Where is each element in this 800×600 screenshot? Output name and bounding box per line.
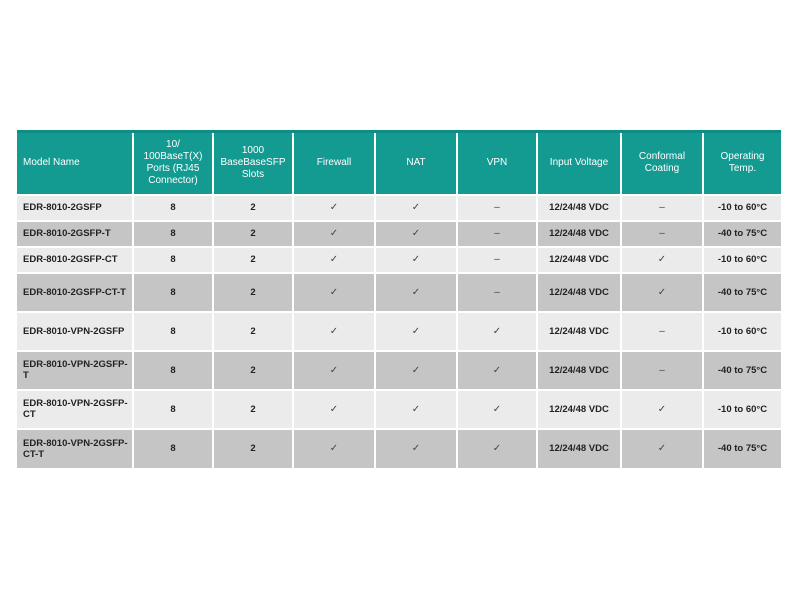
header-sfp-slots: 1000 BaseBaseSFP Slots [213,132,293,195]
cell-vpn: – [457,195,537,221]
cell-temp: -40 to 75°C [703,221,781,247]
cell-firewall: ✓ [293,351,375,390]
header-model-name: Model Name [17,132,133,195]
cell-voltage: 12/24/48 VDC [537,195,621,221]
table-header-row [17,132,781,195]
cell-voltage: 12/24/48 VDC [537,351,621,390]
cell-vpn: ✓ [457,390,537,429]
cell-voltage: 12/24/48 VDC [537,312,621,351]
cell-nat: ✓ [375,195,457,221]
cell-voltage: 12/24/48 VDC [537,247,621,273]
header-vpn: VPN [457,132,537,195]
header-operating-temp: Operating Temp. [703,132,781,195]
cell-ports: 8 [133,273,213,312]
cell-vpn: ✓ [457,429,537,468]
cell-model: EDR-8010-VPN-2GSFP-CT-T [17,429,133,468]
cell-model: EDR-8010-VPN-2GSFP-T [17,351,133,390]
cell-coating: ✓ [621,429,703,468]
table-row [17,247,781,273]
cell-model: EDR-8010-VPN-2GSFP [17,312,133,351]
cell-ports: 8 [133,221,213,247]
cell-vpn: ✓ [457,312,537,351]
cell-ports: 8 [133,312,213,351]
cell-sfp: 2 [213,273,293,312]
cell-ports: 8 [133,195,213,221]
table-row [17,312,781,351]
cell-vpn: ✓ [457,351,537,390]
cell-temp: -10 to 60°C [703,390,781,429]
cell-firewall: ✓ [293,195,375,221]
product-comparison-table-container [17,130,781,468]
cell-firewall: ✓ [293,221,375,247]
cell-firewall: ✓ [293,312,375,351]
cell-ports: 8 [133,247,213,273]
cell-coating: ✓ [621,273,703,312]
cell-sfp: 2 [213,351,293,390]
cell-nat: ✓ [375,429,457,468]
cell-firewall: ✓ [293,247,375,273]
cell-coating: ✓ [621,390,703,429]
cell-voltage: 12/24/48 VDC [537,390,621,429]
cell-model: EDR-8010-2GSFP-CT-T [17,273,133,312]
cell-vpn: – [457,247,537,273]
table-row [17,390,781,429]
cell-sfp: 2 [213,195,293,221]
cell-vpn: – [457,221,537,247]
cell-voltage: 12/24/48 VDC [537,429,621,468]
cell-temp: -10 to 60°C [703,247,781,273]
cell-model: EDR-8010-2GSFP-T [17,221,133,247]
header-conformal-coating: Conformal Coating [621,132,703,195]
cell-model: EDR-8010-VPN-2GSFP-CT [17,390,133,429]
cell-temp: -40 to 75°C [703,273,781,312]
header-firewall: Firewall [293,132,375,195]
cell-nat: ✓ [375,390,457,429]
cell-temp: -40 to 75°C [703,429,781,468]
cell-coating: – [621,351,703,390]
cell-firewall: ✓ [293,390,375,429]
cell-firewall: ✓ [293,429,375,468]
cell-sfp: 2 [213,390,293,429]
cell-coating: – [621,312,703,351]
cell-coating: ✓ [621,247,703,273]
table-row [17,429,781,468]
cell-voltage: 12/24/48 VDC [537,221,621,247]
table-row [17,221,781,247]
cell-sfp: 2 [213,247,293,273]
cell-nat: ✓ [375,247,457,273]
cell-temp: -10 to 60°C [703,312,781,351]
cell-ports: 8 [133,390,213,429]
table-row [17,351,781,390]
cell-temp: -40 to 75°C [703,351,781,390]
cell-nat: ✓ [375,221,457,247]
cell-ports: 8 [133,351,213,390]
cell-coating: – [621,195,703,221]
table-row [17,273,781,312]
product-comparison-table [17,130,781,468]
cell-nat: ✓ [375,312,457,351]
cell-voltage: 12/24/48 VDC [537,273,621,312]
header-nat: NAT [375,132,457,195]
cell-model: EDR-8010-2GSFP [17,195,133,221]
header-input-voltage: Input Voltage [537,132,621,195]
cell-ports: 8 [133,429,213,468]
cell-sfp: 2 [213,429,293,468]
cell-sfp: 2 [213,221,293,247]
cell-coating: – [621,221,703,247]
cell-model: EDR-8010-2GSFP-CT [17,247,133,273]
cell-sfp: 2 [213,312,293,351]
header-ports: 10/ 100BaseT(X) Ports (RJ45 Connector) [133,132,213,195]
table-row [17,195,781,221]
cell-nat: ✓ [375,273,457,312]
cell-vpn: – [457,273,537,312]
cell-nat: ✓ [375,351,457,390]
cell-temp: -10 to 60°C [703,195,781,221]
cell-firewall: ✓ [293,273,375,312]
